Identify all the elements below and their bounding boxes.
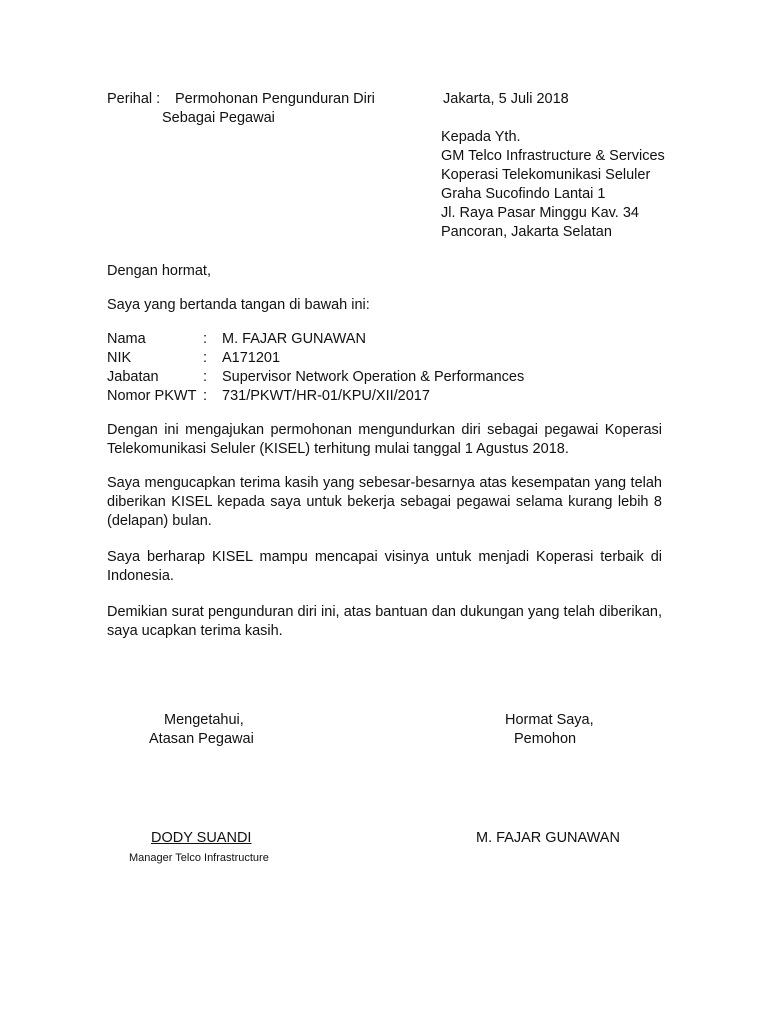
body-paragraph: Demikian surat pengunduran diri ini, atas bantuan dan dukungan yang telah diberikan, saya ucapkan terima kasih. <box>107 604 662 639</box>
intro-text: Saya yang bertanda tangan di bawah ini: <box>107 297 370 313</box>
greeting: Dengan hormat, <box>107 263 211 279</box>
perihal-label: Perihal : <box>107 91 161 107</box>
field-value: 731/PKWT/HR-01/KPU/XII/2017 <box>222 388 430 404</box>
body-paragraph: Saya mengucapkan terima kasih yang sebesar-besarnya atas kesempatan yang telah diberikan KISEL kepada saya untuk bekerja sebagai pegawai selama kurang lebih 8 (delapan) bulan. <box>107 475 662 529</box>
recipient-line: GM Telco Infrastructure & Services <box>441 148 665 164</box>
right-signature-line1: Hormat Saya, <box>505 712 594 728</box>
field-label: Nama <box>107 331 146 347</box>
perihal-subject-line1: Permohonan Pengunduran Diri <box>175 91 375 107</box>
field-colon: : <box>203 369 208 385</box>
field-label: NIK <box>107 350 132 366</box>
recipient-line: Kepada Yth. <box>441 129 521 145</box>
body-paragraph: Saya berharap KISEL mampu mencapai visinya untuk menjadi Koperasi terbaik di Indonesia. <box>107 549 662 584</box>
left-signature-line1: Mengetahui, <box>164 712 244 728</box>
left-signature-line2: Atasan Pegawai <box>149 731 254 747</box>
left-signature-title: Manager Telco Infrastructure <box>129 852 269 864</box>
field-value: M. FAJAR GUNAWAN <box>222 331 366 347</box>
recipient-line: Graha Sucofindo Lantai 1 <box>441 186 606 202</box>
field-colon: : <box>203 388 208 404</box>
field-value: A171201 <box>222 350 281 366</box>
field-label: Nomor PKWT <box>107 388 197 404</box>
field-label: Jabatan <box>107 369 159 385</box>
field-colon: : <box>203 331 208 347</box>
right-signature-line2: Pemohon <box>514 731 577 747</box>
body-paragraph: Dengan ini mengajukan permohonan mengundurkan diri sebagai pegawai Koperasi Telekomunikasi Seluler (KISEL) terhitung mulai tanggal 1 Agustus 2018. <box>107 422 662 457</box>
recipient-line: Jl. Raya Pasar Minggu Kav. 34 <box>441 205 639 221</box>
field-value: Supervisor Network Operation & Performances <box>222 369 525 385</box>
letter-date: Jakarta, 5 Juli 2018 <box>443 91 569 107</box>
left-signature-name: DODY SUANDI <box>151 830 252 846</box>
recipient-line: Pancoran, Jakarta Selatan <box>441 224 612 240</box>
right-signature-name: M. FAJAR GUNAWAN <box>476 830 620 846</box>
perihal-subject-line2: Sebagai Pegawai <box>162 110 275 126</box>
recipient-line: Koperasi Telekomunikasi Seluler <box>441 167 651 183</box>
field-colon: : <box>203 350 208 366</box>
